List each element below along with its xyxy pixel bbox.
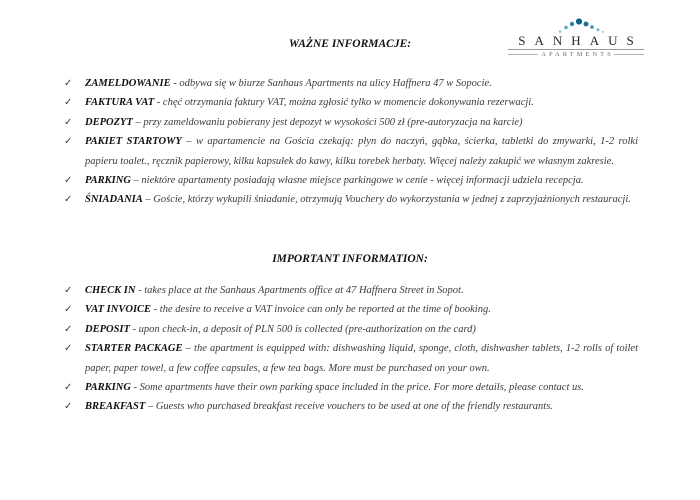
check-icon: ✓ (64, 285, 73, 296)
item-term: DEPOSIT (85, 323, 130, 335)
item-text: - takes place at the Sanhaus Apartments office at 47 Haffnera Street in Sopot. (135, 285, 464, 296)
item-text: – przy zameldowaniu pobierany jest depozyt w wysokości 500 zł (pre-autoryzacja na karcie) (132, 116, 523, 128)
english-info-list (62, 281, 638, 417)
item-text: - odbywa się w biurze Sanhaus Apartments na ulicy Haffnera 47 w Sopocie. (170, 78, 492, 89)
item-term: ZAMELDOWANIE (85, 78, 171, 89)
item-term: ŚNIADANIA (85, 194, 143, 206)
item-text: - chęć otrzymania faktury VAT, można zgłosić tylko w momencie dokonywania rezerwacji. (154, 97, 534, 109)
item-parking-pl (62, 171, 638, 190)
item-term: STARTER PACKAGE (85, 343, 183, 355)
item-term: CHECK IN (85, 285, 136, 296)
item-text: – Guests who purchased breakfast receive vouchers to be used at one of the friendly restaurants. (145, 401, 553, 413)
item-term: VAT INVOICE (85, 304, 152, 316)
polish-section-heading: WAŻNE INFORMACJE: (288, 38, 412, 50)
item-term: PARKING (85, 382, 131, 394)
logo-wordmark: SANHAUS (518, 33, 643, 48)
item-text: - Some apartments have their own parking space included in the price. For more details, please contact us. (130, 382, 584, 394)
item-sniadania (62, 190, 638, 209)
item-term: PARKING (85, 175, 131, 187)
logo-subtitle-right-rule (614, 54, 644, 55)
item-term: PAKIET STARTOWY (85, 136, 182, 148)
item-term: DEPOZYT (85, 116, 133, 128)
check-icon: ✓ (64, 97, 73, 109)
item-check-in (62, 281, 638, 300)
item-text: - upon check-in, a deposit of PLN 500 is collected (pre-authorization on the card) (129, 323, 476, 335)
check-icon: ✓ (64, 343, 73, 355)
item-text: – w apartamencie na Gościa czekają: płyn do naczyń, gąbka, ścierka, tabletki do zmywarki, 1-2 rolki papieru toalet., ręcznik papierowy, kilku kapsułek do kawy, kilku torebek herbaty. Więcej należy zakupić we własnym zakresie. (85, 136, 638, 167)
polish-info-list (62, 74, 638, 210)
item-term: FAKTURA VAT (85, 97, 155, 109)
item-text: – Goście, którzy wykupili śniadanie, otrzymują Vouchery do wykorzystania w jednej z zaprzyjaźnionych restauracji. (142, 194, 631, 206)
check-icon: ✓ (64, 78, 73, 89)
item-parking-en (62, 378, 638, 397)
item-breakfast (62, 397, 638, 416)
check-icon: ✓ (64, 382, 73, 394)
check-icon: ✓ (64, 194, 73, 206)
item-text: – the apartment is equipped with: dishwashing liquid, sponge, cloth, dishwasher tablets, 1-2 rolls of toilet paper, paper towel, a few coffee capsules, a few tea bags. More must be purchased on your own. (85, 343, 638, 374)
item-vat-invoice (62, 300, 638, 319)
item-term: BREAKFAST (85, 401, 146, 413)
logo-subtitle: APARTMENTS (541, 51, 614, 58)
logo-subtitle-left-rule (508, 54, 538, 55)
check-icon: ✓ (64, 323, 73, 335)
check-icon: ✓ (64, 136, 73, 148)
check-icon: ✓ (64, 401, 73, 413)
item-faktura-vat (62, 93, 638, 112)
item-starter-package (62, 339, 638, 378)
english-section-heading: IMPORTANT INFORMATION: (272, 253, 428, 265)
sanhaus-logo (508, 16, 644, 58)
check-icon: ✓ (64, 175, 73, 187)
check-icon: ✓ (64, 116, 73, 128)
item-deposit (62, 320, 638, 339)
logo-subtitle-row (508, 51, 644, 58)
item-text: – niektóre apartamenty posiadają własne miejsce parkingowe w cenie - więcej informacji udziela recepcja. (130, 175, 584, 187)
item-zameldowanie (62, 74, 638, 93)
item-text: - the desire to receive a VAT invoice can only be reported at the time of booking. (151, 304, 491, 316)
item-pakiet-startowy (62, 132, 638, 171)
check-icon: ✓ (64, 304, 73, 316)
item-depozyt (62, 113, 638, 132)
